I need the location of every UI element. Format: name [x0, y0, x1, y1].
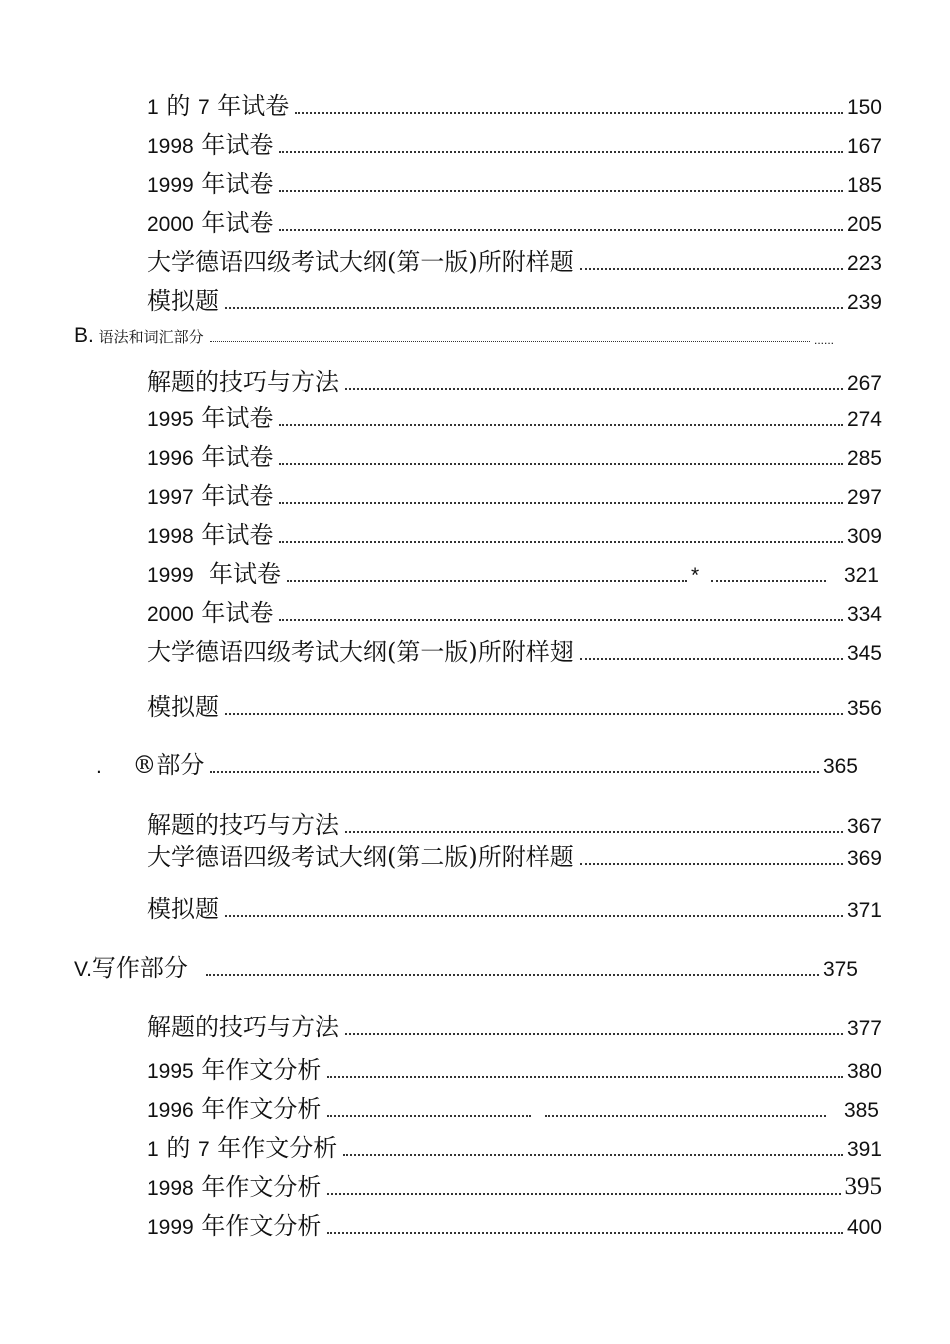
dot-leader [545, 1115, 826, 1117]
page-number: 367 [846, 815, 882, 838]
page-number: 365 [822, 755, 858, 778]
dot-leader [580, 268, 843, 270]
dot-leader [210, 341, 810, 342]
toc-entry[interactable] [147, 205, 882, 235]
page-number: 309 [846, 525, 882, 548]
dot-leader [225, 915, 843, 917]
toc-entry[interactable] [147, 400, 882, 430]
page-number: 395 [844, 1173, 882, 1200]
entry-title: 1998 年试卷 [147, 521, 274, 549]
dot-leader [345, 1033, 843, 1035]
page-number: 385 [843, 1099, 879, 1122]
dot-leader [279, 463, 843, 465]
page-number: 150 [846, 96, 882, 119]
page-number: 185 [846, 174, 882, 197]
dot-leader [225, 713, 843, 715]
entry-title: 大学德语四级考试大纲(第一版)所附样翅 [147, 638, 574, 666]
section-heading[interactable] [74, 316, 834, 346]
page-number: ...... [813, 333, 834, 347]
entry-title: 1998 年试卷 [147, 131, 274, 159]
entry-title: 1995 年试卷 [147, 404, 274, 432]
page-number: 239 [846, 291, 882, 314]
page-number: 167 [846, 135, 882, 158]
entry-title: 模拟题 [147, 895, 219, 923]
dot-leader [206, 974, 819, 976]
dot-leader [279, 424, 843, 426]
dot-leader [343, 1154, 843, 1156]
page-number: 223 [846, 252, 882, 275]
entry-title: 2000 年试卷 [147, 599, 274, 627]
dot-leader [327, 1232, 843, 1234]
dot-leader [580, 863, 843, 865]
entry-title: 1998 年作文分析 [147, 1173, 322, 1201]
toc-entry[interactable] [147, 364, 882, 394]
dot-leader [279, 229, 843, 231]
dot-leader [327, 1076, 843, 1078]
page-number: 380 [846, 1060, 882, 1083]
entry-title: 1997 年试卷 [147, 482, 274, 510]
toc-entry[interactable] [147, 891, 882, 921]
toc-entry[interactable] [147, 166, 882, 196]
dot-leader [295, 112, 843, 114]
toc-entry[interactable] [147, 839, 882, 869]
entry-title: 解题的技巧与方法 [147, 368, 339, 396]
dot-leader [279, 190, 843, 192]
entry-title: 解题的技巧与方法 [147, 1013, 339, 1041]
section-heading[interactable] [96, 747, 858, 777]
toc-entry[interactable] [147, 127, 882, 157]
entry-title: 模拟题 [147, 287, 219, 315]
section-title: V.写作部分 [74, 954, 188, 982]
page-number: 375 [822, 958, 858, 981]
page-number: 356 [846, 697, 882, 720]
entry-title: 1 的 7 年试卷 [147, 92, 290, 120]
dot-leader [580, 658, 843, 660]
toc-entry[interactable] [147, 283, 882, 313]
page-number: 274 [846, 408, 882, 431]
page-number: 345 [846, 642, 882, 665]
dot-leader [279, 502, 843, 504]
dot-leader [345, 388, 843, 390]
leader-mark: * [690, 564, 700, 587]
section-title: B. 语法和词汇部分 [74, 324, 204, 347]
page-number: 377 [846, 1017, 882, 1040]
section-heading[interactable] [74, 950, 858, 980]
entry-title: 1996 年作文分析 [147, 1095, 322, 1123]
entry-title: 1 的 7 年作文分析 [147, 1134, 338, 1162]
section-title: . ®部分 [96, 751, 205, 779]
dot-leader [225, 307, 843, 309]
toc-entry[interactable] [147, 478, 882, 508]
toc-entry[interactable] [147, 1169, 882, 1199]
toc-entry[interactable] [147, 1009, 882, 1039]
page-number: 371 [846, 899, 882, 922]
toc-entry[interactable] [147, 517, 882, 547]
entry-title: 2000 年试卷 [147, 209, 274, 237]
page-number: 400 [846, 1216, 882, 1239]
dot-leader [345, 831, 843, 833]
dot-leader [279, 541, 843, 543]
page-number: 334 [846, 603, 882, 626]
entry-title: 1995 年作文分析 [147, 1056, 322, 1084]
entry-title: 大学德语四级考试大纲(第二版)所附样题 [147, 843, 574, 871]
page-number: 205 [846, 213, 882, 236]
page-number: 391 [846, 1138, 882, 1161]
dot-leader [711, 580, 826, 582]
toc-entry[interactable] [147, 1052, 882, 1082]
toc-entry[interactable] [147, 689, 882, 719]
page-number: 267 [846, 372, 882, 395]
entry-title: 模拟题 [147, 693, 219, 721]
toc-entry[interactable] [147, 556, 879, 586]
toc-entry[interactable] [147, 439, 882, 469]
dot-leader [210, 771, 819, 773]
entry-title: 1999 年试卷 [147, 560, 281, 588]
page-number: 321 [843, 564, 879, 587]
toc-entry[interactable] [147, 1208, 882, 1238]
dot-leader [279, 619, 843, 621]
page-number: 285 [846, 447, 882, 470]
toc-entry[interactable] [147, 1091, 879, 1121]
toc-entry[interactable] [147, 244, 882, 274]
entry-title: 1996 年试卷 [147, 443, 274, 471]
toc-entry[interactable] [147, 807, 882, 837]
toc-entry[interactable] [147, 634, 882, 664]
entry-title: 大学德语四级考试大纲(第一版)所附样题 [147, 248, 574, 276]
entry-title: 1999 年作文分析 [147, 1212, 322, 1240]
toc-entry[interactable] [147, 88, 882, 118]
dot-leader [287, 580, 687, 582]
toc-entry[interactable] [147, 1130, 882, 1160]
entry-title: 1999 年试卷 [147, 170, 274, 198]
dot-leader [279, 151, 843, 153]
page-number: 369 [846, 847, 882, 870]
entry-title: 解题的技巧与方法 [147, 811, 339, 839]
dot-leader [327, 1193, 840, 1195]
dot-leader [327, 1115, 531, 1117]
page-number: 297 [846, 486, 882, 509]
toc-entry[interactable] [147, 595, 882, 625]
